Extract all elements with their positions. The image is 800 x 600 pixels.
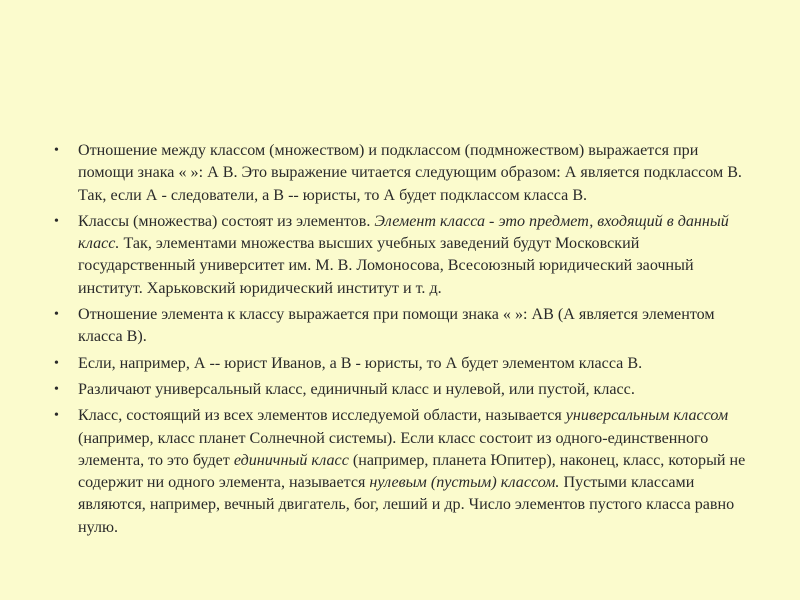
bullet-text: Отношение между классом (множеством) и подклассом (подмножеством) выражается при помощи знака « »: А В. Это выражение читается следующим образом: А является подклассом В. Так, если А - следователи, а В -- юристы, то А будет подклассом класса В. (78, 142, 742, 204)
bullet-item (54, 140, 754, 207)
bullet-text: Отношение элемента к классу выражается при помощи знака « »: АВ (А является элементом класса В). (78, 306, 715, 346)
bullet-item (54, 304, 754, 349)
bullet-text: (например, класс планет Солнечной системы). Если класс состоит из одного-единственного элемента, то это будет (78, 429, 709, 469)
bullet-dot-icon: • (54, 307, 59, 323)
bullet-text: (например, планета Юпитер), наконец, класс, который не содержит ни одного элемента, называется (78, 451, 746, 492)
bullet-dot-icon: • (54, 381, 59, 397)
bullet-text-italic: Элемент класса - это предмет, входящий в данный класс. (78, 212, 729, 253)
bullet-item (54, 353, 754, 375)
bullet-text: Если, например, А -- юрист Иванов, а В - юристы, то А будет элементом класса В. (78, 354, 643, 372)
bullet-item (54, 211, 754, 300)
bullet-dot-icon: • (54, 408, 59, 424)
bullet-dot-icon: • (54, 355, 59, 371)
bullet-text: Так, элементами множества высших учебных заведений будут Московский государственный университет им. М. В. Ломоносова, Всесоюзный юридический заочный институт. Харьковский юридический институт и т. д. (78, 235, 694, 297)
bullet-dot-icon: • (54, 143, 59, 158)
bullet-text-italic: универсальным классом (565, 407, 729, 425)
bullet-text-italic: единичный класс (233, 451, 349, 469)
bullet-text-italic: нулевым (пустым) классом. (369, 474, 560, 492)
bullet-item (54, 379, 754, 401)
bullet-text: Пустыми классами являются, например, вечный двигатель, бог, леший и др. Число элементов пустого класса равно нулю. (78, 474, 735, 536)
bullet-dot-icon: • (54, 213, 59, 229)
bullet-list (54, 140, 754, 543)
bullet-text: Различают универсальный класс, единичный класс и нулевой, или пустой, класс. (78, 380, 635, 398)
bullet-item (54, 405, 754, 539)
bullet-text: Класс, состоящий из всех элементов исследуемой области, называется (78, 407, 566, 425)
bullet-text: Классы (множества) состоят из элементов. (78, 212, 375, 230)
